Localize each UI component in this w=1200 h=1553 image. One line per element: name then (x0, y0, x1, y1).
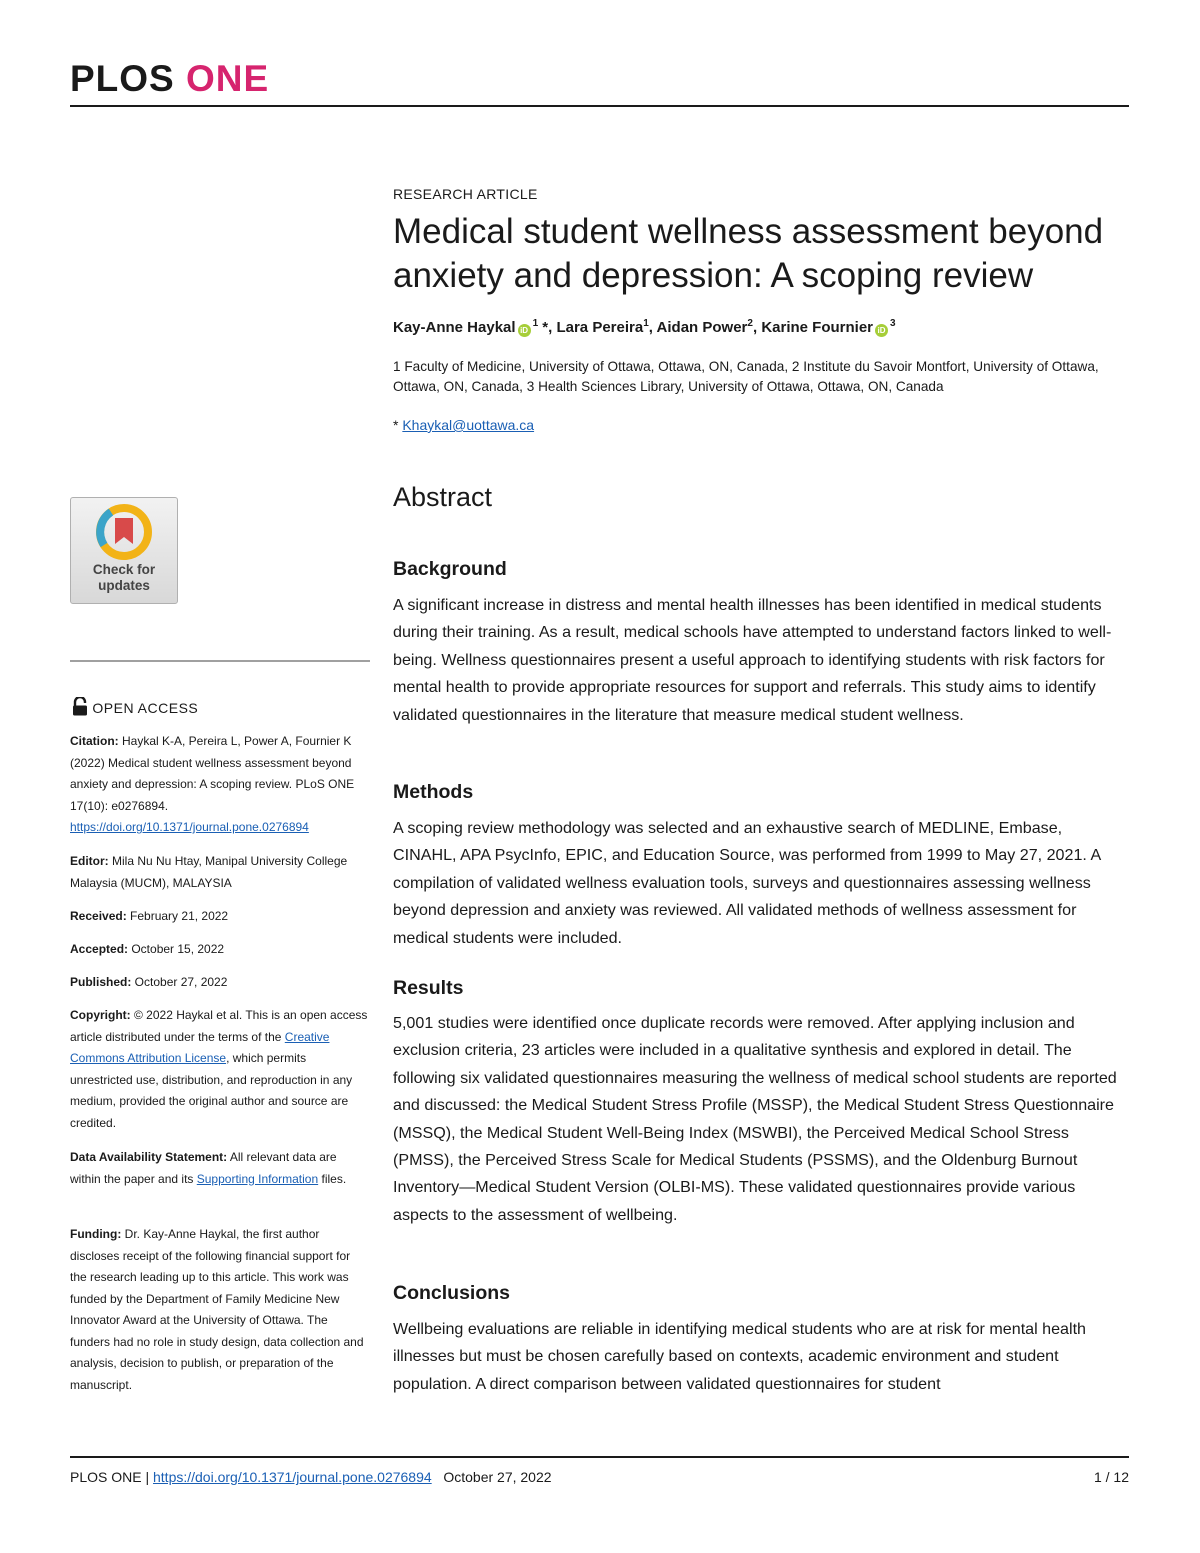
corresponding-marker: * (393, 417, 403, 433)
abstract-heading: Abstract (393, 482, 493, 512)
orcid-icon[interactable]: iD (875, 324, 888, 337)
methods-text: A scoping review methodology was selected and an exhaustive search of MEDLINE, Embase, CINAHL, APA PsycInfo, EPIC, and Education Source, was performed from 1999 to May 27, 2021. A compilation of validated wellness evaluation tools, surveys and questionnaires assessing wellness beyond depression and anxiety was reviewed. All validated methods of wellness assessment for medical students were included. (393, 819, 1101, 947)
copyright-text: © 2022 Haykal et al. This is an open access article distributed under the terms of the (70, 1008, 368, 1044)
header-divider (70, 105, 1129, 107)
logo-plos: PLOS (70, 58, 175, 99)
sidebar-divider (70, 660, 370, 662)
data-availability-text: files. (318, 1171, 347, 1186)
editor-text: Mila Nu Nu Htay, Manipal University College Malaysia (MUCM), MALAYSIA (70, 854, 348, 890)
received-date: February 21, 2022 (126, 909, 229, 923)
received (70, 906, 370, 928)
editor-label: Editor: (70, 854, 109, 868)
data-availability (70, 1147, 370, 1190)
author-list (393, 318, 1133, 337)
footer-journal: PLOS ONE | (70, 1469, 153, 1485)
conclusions-heading: Conclusions (393, 1282, 511, 1304)
supporting-information-link[interactable]: Supporting Information (196, 1171, 319, 1186)
license-link[interactable]: Creative Commons Attribution License (70, 1029, 330, 1065)
footer-divider (70, 1456, 1129, 1458)
copyright (70, 1005, 370, 1134)
open-access-label: OPEN ACCESS (92, 700, 199, 716)
data-availability-label: Data Availability Statement: (70, 1150, 228, 1164)
citation-text: Haykal K-A, Pereira L, Power A, Fournier K (2022) Medical student wellness assessment beyond anxiety and depression: A scoping review. PLoS ONE 17(10): e0276894. (70, 734, 355, 813)
crossmark-icon (71, 498, 177, 568)
copyright-label: Copyright: (70, 1008, 131, 1022)
funding (70, 1224, 370, 1396)
author-name[interactable]: Aidan Power (656, 319, 748, 336)
conclusions-text: Wellbeing evaluations are reliable in identifying medical students who are at risk for mental health illnesses but must be chosen carefully based on contexts, academic environment and student population. A direct comparison between validated questionnaires for student (393, 1320, 1087, 1393)
published-label: Published: (70, 975, 132, 989)
email-link[interactable]: Khaykal@uottawa.ca (402, 417, 535, 433)
author-name[interactable]: Karine Fournier (761, 319, 873, 336)
footer-date: October 27, 2022 (443, 1469, 552, 1485)
badge-line: updates (98, 578, 150, 593)
accepted-date: October 15, 2022 (128, 942, 225, 956)
author-separator: , (752, 319, 762, 336)
author-name[interactable]: Kay-Anne Haykal (393, 319, 516, 336)
methods-heading: Methods (393, 781, 474, 803)
author-name[interactable]: Lara Pereira (556, 319, 644, 336)
author-affiliation-sup: 1 (643, 318, 649, 329)
journal-logo (70, 58, 269, 100)
author-affiliation-sup: 3 (890, 318, 896, 329)
citation (70, 731, 370, 839)
affiliations: 1 Faculty of Medicine, University of Ottawa, Ottawa, ON, Canada, 2 Institute du Savoir Montfort, University of Ottawa, Ottawa, ON, Canada, 3 Health Sciences Library, University of Ottawa, Ottawa, ON, Canada (393, 359, 1099, 394)
accepted-label: Accepted: (70, 942, 129, 956)
results-text: 5,001 studies were identified once duplicate records were removed. After applying inclusion and exclusion criteria, 23 articles were included in a qualitative synthesis and explored in detail. The following six validated questionnaires measuring the wellness of medical school students are reported and discussed: the Medical Student Stress Profile (MSSP), the Medical Student Stress Questionnaire (MSSQ), the Medical Student Well-Being Index (MSWBI), the Perceived Medical School Stress (PMSS), the Perceived Stress Scale for Medical Students (PSSMS), and the Oldenburg Burnout Inventory—Medical Student Version (OLBI-MS). These validated questionnaires provide various aspects to the assessment of wellbeing. (393, 1014, 1117, 1224)
published-date: October 27, 2022 (131, 975, 228, 989)
author-affiliation-sup: 1 (532, 318, 539, 329)
background-heading: Background (393, 558, 507, 580)
data-availability-text: All relevant data are within the paper and its (70, 1150, 337, 1186)
page-number: 1 / 12 (1093, 1469, 1129, 1485)
citation-doi-link[interactable]: https://doi.org/10.1371/journal.pone.0276894 (70, 820, 309, 834)
background-text: A significant increase in distress and mental health illnesses has been identified in medical students during their training. As a result, medical schools have attempted to understand factors linked to well-being. Wellness questionnaires present a useful approach to identifying students with risk factors for mental health to provide appropriate resources for support and referrals. This study aims to identify validated questionnaires in the literature that measure medical student wellness. (393, 596, 1112, 724)
open-lock-icon (72, 697, 88, 716)
badge-line: Check for (92, 562, 156, 577)
received-label: Received: (70, 909, 127, 923)
footer (70, 1469, 552, 1485)
article-title: Medical student wellness assessment beyond anxiety and depression: A scoping review (393, 212, 1104, 295)
article-type: RESEARCH ARTICLE (393, 186, 538, 202)
editor (70, 851, 370, 894)
orcid-icon[interactable]: iD (518, 324, 531, 337)
open-access (72, 697, 198, 716)
accepted (70, 939, 370, 961)
funding-text: Dr. Kay-Anne Haykal, the first author discloses receipt of the following financial support for the research leading up to this article. This work was funded by the Department of Family Medicine New Innovator Award at the University of Ottawa. The funders had no role in study design, data collection and analysis, decision to publish, or preparation of the manuscript. (70, 1227, 364, 1392)
check-for-updates-label (70, 562, 178, 594)
logo-one: ONE (186, 58, 270, 99)
published (70, 972, 370, 994)
footer-doi-link[interactable]: https://doi.org/10.1371/journal.pone.0276894 (153, 1469, 432, 1485)
funding-label: Funding: (70, 1227, 122, 1241)
citation-label: Citation: (70, 734, 119, 748)
author-affiliation-sup: 2 (747, 318, 753, 329)
author-separator: , (648, 319, 657, 336)
copyright-text: , which permits unrestricted use, distribution, and reproduction in any medium, provided the original author and source are credited. (70, 1051, 353, 1130)
results-heading: Results (393, 977, 464, 999)
author-separator: *, (538, 319, 557, 336)
corresponding-author (393, 417, 534, 433)
